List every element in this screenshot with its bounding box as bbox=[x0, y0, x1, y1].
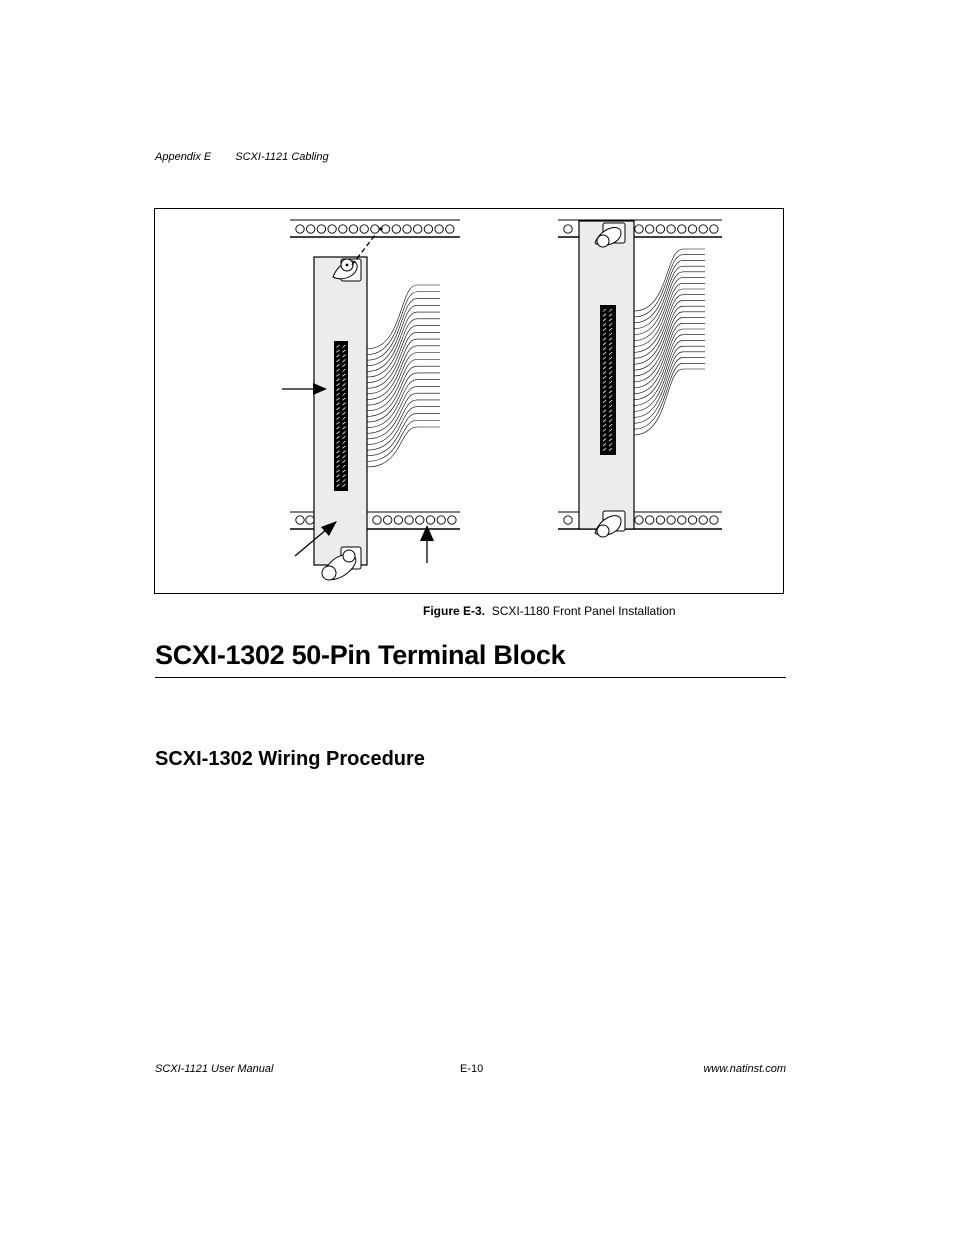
subsection-heading: SCXI-1302 Wiring Procedure bbox=[155, 748, 425, 770]
rail-hole bbox=[688, 225, 696, 233]
rail-hole bbox=[416, 516, 424, 524]
rail-hole bbox=[699, 516, 707, 524]
rail-hole bbox=[360, 225, 368, 233]
rail-hole bbox=[424, 225, 432, 233]
rail-hole bbox=[446, 225, 454, 233]
rail-hole bbox=[710, 516, 718, 524]
rail-hole bbox=[403, 225, 411, 233]
left-rail-arrow bbox=[420, 525, 434, 563]
rail-hole bbox=[564, 225, 572, 233]
rail-hole bbox=[646, 225, 654, 233]
appendix-label: Appendix E bbox=[155, 151, 212, 163]
rail-hole bbox=[688, 516, 696, 524]
rail-hole bbox=[710, 225, 718, 233]
rail-hole bbox=[678, 516, 686, 524]
section-heading: SCXI-1302 50-Pin Terminal Block bbox=[155, 640, 786, 678]
figure-frame bbox=[154, 208, 784, 594]
figure-caption bbox=[423, 604, 676, 618]
chapter-title: SCXI-1121 Cabling bbox=[235, 151, 329, 163]
front-panel-installation-illustration bbox=[155, 209, 785, 595]
left-ribbon-cable bbox=[367, 285, 440, 467]
rail-hole bbox=[667, 516, 675, 524]
rail-hole bbox=[564, 516, 572, 524]
rail-hole bbox=[678, 225, 686, 233]
rail-hole bbox=[426, 516, 434, 524]
rail-hole bbox=[296, 225, 304, 233]
figure-caption-text: SCXI-1180 Front Panel Installation bbox=[491, 604, 676, 618]
rail-hole bbox=[371, 225, 379, 233]
rail-hole bbox=[448, 516, 456, 524]
right-ribbon-cable bbox=[634, 249, 705, 435]
footer-page-number: E-10 bbox=[460, 1063, 484, 1075]
running-header bbox=[155, 151, 329, 163]
rail-hole bbox=[656, 225, 664, 233]
rail-hole bbox=[414, 225, 422, 233]
rail-hole bbox=[656, 516, 664, 524]
rail-hole bbox=[699, 225, 707, 233]
rail-hole bbox=[667, 225, 675, 233]
rail-hole bbox=[405, 516, 413, 524]
rail-hole bbox=[339, 225, 347, 233]
rail-hole bbox=[392, 225, 400, 233]
rail-hole bbox=[384, 516, 392, 524]
rail-hole bbox=[381, 225, 389, 233]
rail-hole bbox=[296, 516, 304, 524]
rail-hole bbox=[349, 225, 357, 233]
rail-hole bbox=[317, 225, 325, 233]
rail-hole bbox=[328, 225, 336, 233]
rail-hole bbox=[646, 516, 654, 524]
rail-hole bbox=[394, 516, 402, 524]
rail-hole bbox=[437, 516, 445, 524]
rail-hole bbox=[635, 516, 643, 524]
left-top-rail bbox=[290, 220, 460, 237]
left-connector bbox=[334, 341, 348, 491]
footer-manual-title: SCXI-1121 User Manual bbox=[155, 1063, 274, 1075]
left-chassis-assembly bbox=[282, 220, 460, 580]
figure-number: Figure E-3. bbox=[423, 604, 486, 618]
rail-hole bbox=[373, 516, 381, 524]
rail-hole bbox=[307, 225, 315, 233]
right-connector bbox=[600, 305, 616, 455]
footer-website[interactable]: www.natinst.com bbox=[703, 1063, 786, 1075]
right-chassis-assembly bbox=[558, 220, 722, 537]
rail-hole bbox=[435, 225, 443, 233]
rail-hole bbox=[635, 225, 643, 233]
rail-hole bbox=[306, 516, 314, 524]
